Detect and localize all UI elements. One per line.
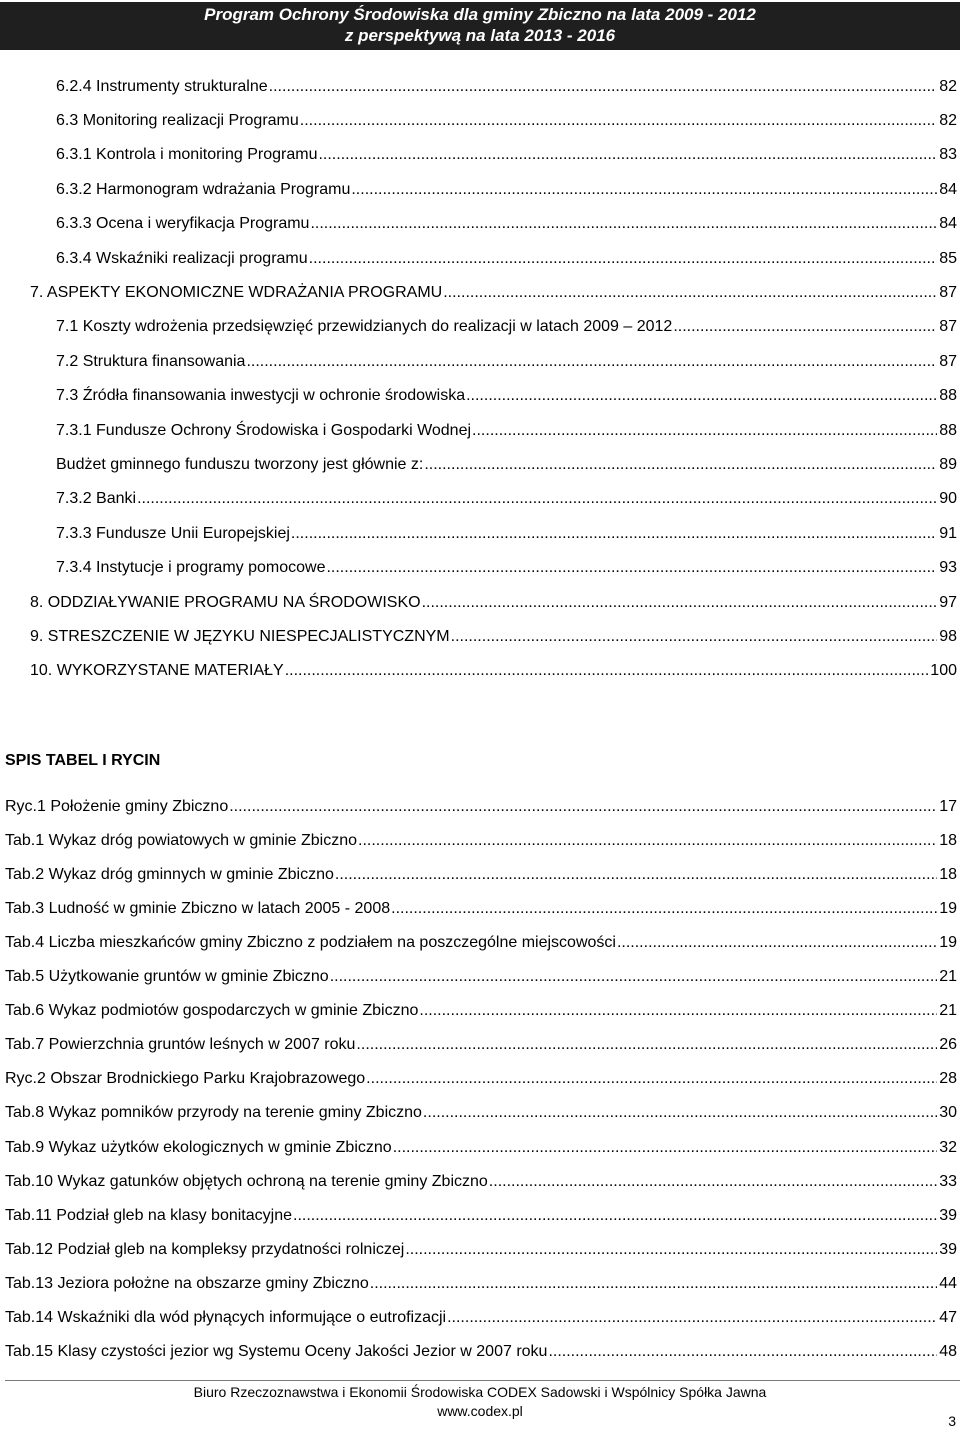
dot-leader <box>393 1139 938 1157</box>
figure-entry[interactable] <box>5 1063 957 1096</box>
dot-leader <box>423 1104 937 1122</box>
entry-label: 6.3.2 Harmonogram wdrażania Programu <box>56 180 351 198</box>
figure-entry[interactable] <box>5 1165 957 1198</box>
toc-entry[interactable] <box>56 173 957 206</box>
entry-page-number: 21 <box>939 968 957 985</box>
dot-leader <box>300 112 937 130</box>
entry-label: 7.3.3 Fundusze Unii Europejskiej <box>56 524 290 542</box>
toc-entry[interactable] <box>56 552 957 585</box>
toc-entry[interactable] <box>56 242 957 275</box>
toc-entry[interactable] <box>56 448 957 481</box>
entry-label: 6.2.4 Instrumenty strukturalne <box>56 77 268 95</box>
figure-entry[interactable] <box>5 1233 957 1266</box>
entry-label: 6.3.4 Wskaźniki realizacji programu <box>56 249 308 267</box>
entry-label: 7.3.1 Fundusze Ochrony Środowiska i Gospodarki Wodnej <box>56 421 472 439</box>
dot-leader <box>443 284 937 302</box>
dot-leader <box>229 798 937 816</box>
figure-entry[interactable] <box>5 961 957 994</box>
entry-page-number: 87 <box>939 352 957 370</box>
entry-label: Tab.14 Wskaźniki dla wód płynących informujące o eutrofizacji <box>5 1309 447 1326</box>
entry-page-number: 30 <box>939 1104 957 1122</box>
footer-company: Biuro Rzeczoznawstwa i Ekonomii Środowiska CODEX Sadowski i Wspólnicy Spółka Jawna <box>193 1384 767 1400</box>
toc-entry[interactable] <box>30 276 957 309</box>
entry-label: 7.2 Struktura finansowania <box>56 352 246 370</box>
header-subtitle: z perspektywą na lata 2013 - 2016 <box>344 26 616 45</box>
entry-label: 10. WYKORZYSTANE MATERIAŁY <box>30 662 284 680</box>
entry-page-number: 87 <box>939 283 957 301</box>
figure-entry[interactable] <box>5 824 957 857</box>
dot-leader <box>318 146 937 164</box>
figure-entry[interactable] <box>5 926 957 959</box>
figure-entry[interactable] <box>5 1029 957 1062</box>
entry-page-number: 90 <box>939 490 957 508</box>
dot-leader <box>285 662 929 680</box>
dot-leader <box>391 900 937 918</box>
dot-leader <box>466 387 937 405</box>
entry-page-number: 39 <box>939 1240 957 1258</box>
entry-page-number: 93 <box>939 559 957 577</box>
entry-page-number: 82 <box>939 77 957 95</box>
dot-leader <box>447 1309 937 1327</box>
entry-label: 7.3.4 Instytucje i programy pomocowe <box>56 559 326 577</box>
entry-label: Tab.4 Liczba mieszkańców gminy Zbiczno z podziałem na poszczególne miejscowości <box>5 933 616 951</box>
entry-label: 7.3 Źródła finansowania inwestycji w ochronie środowiska <box>56 387 466 405</box>
entry-label: Tab.1 Wykaz dróg powiatowych w gminie Zbiczno <box>5 831 358 849</box>
dot-leader <box>358 832 937 850</box>
toc-entry[interactable] <box>56 104 957 137</box>
entry-label: Tab.8 Wykaz pomników przyrody na terenie gminy Zbiczno <box>5 1104 422 1122</box>
entry-label: Tab.7 Powierzchnia gruntów leśnych w 2007 roku <box>5 1036 356 1054</box>
entry-label: Ryc.2 Obszar Brodnickiego Parku Krajobrazowego <box>5 1070 366 1088</box>
entry-page-number: 98 <box>939 627 957 645</box>
dot-leader <box>269 78 938 96</box>
dot-leader <box>326 559 937 577</box>
entry-page-number: 84 <box>939 215 957 233</box>
entry-page-number: 21 <box>939 1002 957 1020</box>
dot-leader <box>366 1070 937 1088</box>
entry-page-number: 26 <box>939 1036 957 1054</box>
entry-label: 9. STRESZCZENIE W JĘZYKU NIESPECJALISTYCZNYM <box>30 627 450 645</box>
toc-entry[interactable] <box>30 655 957 688</box>
dot-leader <box>422 594 938 612</box>
figure-entry[interactable] <box>5 858 957 891</box>
toc-entry[interactable] <box>56 70 957 103</box>
entry-label: 6.3 Monitoring realizacji Programu <box>56 111 299 129</box>
figure-entry[interactable] <box>5 1199 957 1232</box>
entry-page-number: 87 <box>939 318 957 336</box>
toc-entry[interactable] <box>56 345 957 378</box>
entry-page-number: 17 <box>939 797 957 815</box>
entry-label: 7. ASPEKTY EKONOMICZNE WDRAŻANIA PROGRAMU <box>30 283 443 301</box>
entry-page-number: 83 <box>939 146 957 164</box>
dot-leader <box>137 490 937 508</box>
figure-entry[interactable] <box>5 995 957 1028</box>
figure-entry[interactable] <box>5 1131 957 1164</box>
toc-entry[interactable] <box>56 483 957 516</box>
entry-label: Tab.5 Użytkowanie gruntów w gminie Zbiczno <box>5 968 329 985</box>
document-header <box>0 2 960 50</box>
entry-label: Tab.12 Podział gleb na kompleksy przydatności rolniczej <box>5 1240 405 1258</box>
dot-leader <box>489 1173 937 1191</box>
footer-website: www.codex.pl <box>437 1403 523 1419</box>
figure-entry[interactable] <box>5 1336 957 1369</box>
entry-label: 7.3.2 Banki <box>56 490 137 508</box>
dot-leader <box>548 1343 937 1361</box>
entry-page-number: 33 <box>939 1172 957 1190</box>
dot-leader <box>451 628 938 646</box>
figure-entry[interactable] <box>5 1302 957 1335</box>
entry-page-number: 18 <box>939 865 957 883</box>
dot-leader <box>617 934 937 952</box>
entry-page-number: 44 <box>939 1274 957 1292</box>
toc-entry[interactable] <box>30 586 957 619</box>
dot-leader <box>351 181 937 199</box>
toc-entry[interactable] <box>56 517 957 550</box>
entry-label: Tab.10 Wykaz gatunków objętych ochroną na terenie gminy Zbiczno <box>5 1172 488 1190</box>
entry-label: 6.3.3 Ocena i weryfikacja Programu <box>56 215 310 233</box>
footer-divider <box>5 1380 960 1381</box>
entry-label: Tab.11 Podział gleb na klasy bonitacyjne <box>5 1206 292 1224</box>
dot-leader <box>330 968 938 986</box>
entry-page-number: 89 <box>939 455 957 473</box>
entry-page-number: 84 <box>939 180 957 198</box>
entry-label: Tab.2 Wykaz dróg gminnych w gminie Zbiczno <box>5 865 334 883</box>
figure-entry[interactable] <box>5 892 957 925</box>
toc-entry[interactable] <box>56 414 957 447</box>
dot-leader <box>419 1002 937 1020</box>
entry-label: Tab.15 Klasy czystości jezior wg Systemu Oceny Jakości Jezior w 2007 roku <box>5 1343 548 1361</box>
document-footer <box>0 1383 960 1421</box>
figure-entry[interactable] <box>5 790 957 823</box>
dot-leader <box>370 1275 937 1293</box>
toc-entry[interactable] <box>56 208 957 241</box>
entry-page-number: 47 <box>939 1309 957 1326</box>
entry-label: 6.3.1 Kontrola i monitoring Programu <box>56 146 318 164</box>
toc-entry[interactable] <box>56 380 957 413</box>
entry-label: Budżet gminnego funduszu tworzony jest głównie z: <box>56 455 424 473</box>
dot-leader <box>673 318 937 336</box>
entry-label: 7.1 Koszty wdrożenia przedsięwzięć przewidzianych do realizacji w latach 2009 – 2012 <box>56 318 673 336</box>
dot-leader <box>335 866 937 884</box>
entry-page-number: 19 <box>939 899 957 917</box>
toc-entry[interactable] <box>56 139 957 172</box>
entry-label: Tab.6 Wykaz podmiotów gospodarczych w gminie Zbiczno <box>5 1002 419 1020</box>
entry-page-number: 19 <box>939 933 957 951</box>
dot-leader <box>472 422 937 440</box>
dot-leader <box>246 353 937 371</box>
entry-page-number: 32 <box>939 1138 957 1156</box>
dot-leader <box>405 1241 937 1259</box>
dot-leader <box>310 215 937 233</box>
entry-label: 8. ODDZIAŁYWANIE PROGRAMU NA ŚRODOWISKO <box>30 593 421 611</box>
figures-section-title: SPIS TABEL I RYCIN <box>5 752 161 769</box>
entry-page-number: 88 <box>939 421 957 439</box>
entry-page-number: 18 <box>939 831 957 849</box>
entry-page-number: 48 <box>939 1343 957 1361</box>
figure-entry[interactable] <box>5 1097 957 1130</box>
dot-leader <box>293 1207 937 1225</box>
entry-page-number: 91 <box>939 524 957 542</box>
entry-page-number: 85 <box>939 249 957 267</box>
dot-leader <box>424 456 937 474</box>
dot-leader <box>291 525 937 543</box>
toc-entry[interactable] <box>56 311 957 344</box>
entry-page-number: 97 <box>939 593 957 611</box>
entry-label: Tab.13 Jeziora położne na obszarze gminy Zbiczno <box>5 1274 369 1292</box>
header-title: Program Ochrony Środowiska dla gminy Zbiczno na lata 2009 - 2012 <box>204 5 756 24</box>
entry-page-number: 28 <box>939 1070 957 1088</box>
entry-page-number: 82 <box>939 111 957 129</box>
page-number: 3 <box>948 1413 956 1429</box>
entry-page-number: 88 <box>939 387 957 405</box>
dot-leader <box>309 250 938 268</box>
entry-page-number: 100 <box>930 662 957 680</box>
entry-page-number: 39 <box>939 1206 957 1224</box>
entry-label: Tab.3 Ludność w gminie Zbiczno w latach 2005 - 2008 <box>5 899 391 917</box>
dot-leader <box>356 1036 937 1054</box>
entry-label: Ryc.1 Położenie gminy Zbiczno <box>5 797 229 815</box>
entry-label: Tab.9 Wykaz użytków ekologicznych w gminie Zbiczno <box>5 1138 392 1156</box>
toc-entry[interactable] <box>30 620 957 653</box>
figure-entry[interactable] <box>5 1267 957 1300</box>
